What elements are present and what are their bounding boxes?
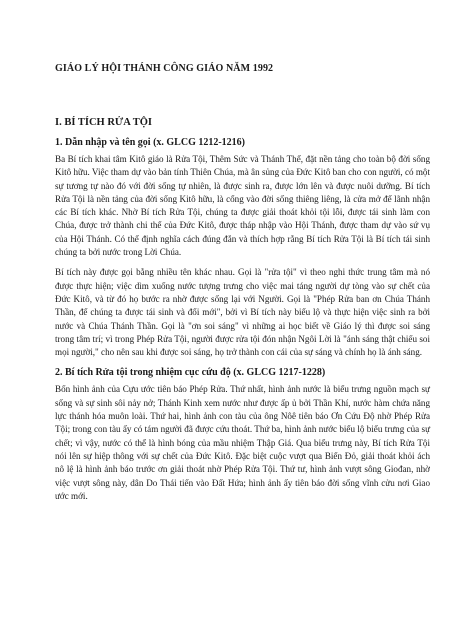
paragraph-3: Bốn hình ảnh của Cựu ước tiên báo Phép Rửa. Thứ nhất, hình ảnh nước là biểu trưng nguồn mạch sự sống và sự sinh sôi nảy nở; Thánh Kinh xem nước như được ấp ủ bởi Thần Khí, nước hàm chứa năng lực thánh hóa muôn loài. Thứ hai, hình ảnh con tàu của ông Nôê tiên báo Ơn Cứu Độ nhờ Phép Rửa Tội; trong con tàu ấy có tám người đã được cứu thoát. Thứ ba, hình ảnh nước biểu lộ biểu trưng của sự chết; vì vậy, nước có thể là hình bóng của mầu nhiệm Thập Giá. Qua biểu trưng này, Bí tích Rửa Tội nói lên sự hiệp thông với sự chết của Đức Kitô. Đặc biệt cuộc vượt qua Biển Đỏ, giải thoát khỏi ách nô lệ là hình ảnh báo trước ơn giải thoát nhờ Phép Rửa Tội. Thứ tư, hình ảnh vượt sông Giođan, nhờ việc vượt sông này, dân Do Thái tiến vào Đất Hứa; hình ảnh ấy tiên báo đời sống vĩnh cửu nơi Giao ước mới. (55, 384, 430, 501)
subsection-title-1: 1. Dẫn nhập và tên gọi (x. GLCG 1212-1216) (55, 137, 246, 148)
section-title: I. BÍ TÍCH RỬA TỘI (55, 117, 152, 128)
paragraph-1: Ba Bí tích khai tâm Kitô giáo là Rửa Tội, Thêm Sức và Thánh Thể, đặt nền tảng cho toàn bộ đời sống Kitô hữu. Việc tham dự vào bản tính Thiên Chúa, mà ân sủng của Đức Kitô ban cho con người, có một sự tương tự nào đó với đời sống tự nhiên, là được sinh ra, được lớn lên và được nuôi dưỡng. Bí tích Rửa Tội là nền tảng của đời sống Kitô hữu, là cổng vào đời sống thiêng liêng, là cửa mở để lãnh nhận các Bí tích khác. Nhờ Bí tích Rửa Tội, chúng ta được giải thoát khỏi tội lỗi, được tái sinh làm con Chúa, được trở thành chi thể của Đức Kitô, được tháp nhập vào Hội Thánh, được tham dự vào sứ vụ của Hội Thánh. Có thể định nghĩa cách đúng đắn và thích hợp rằng Bí tích Rửa Tội là Bí tích tái sinh chúng ta bởi nước trong Lời Chúa. (55, 154, 430, 258)
subsection-title-2: 2. Bí tích Rửa tội trong nhiệm cục cứu độ (x. GLCG 1217-1228) (55, 367, 326, 379)
document-title: GIÁO LÝ HỘI THÁNH CÔNG GIÁO NĂM 1992 (55, 63, 274, 74)
paragraph-2: Bí tích này được gọi bằng nhiều tên khác nhau. Gọi là "rửa tội" vì theo nghi thức trung tâm mà nó được thực hiện; việc dìm xuống nước tượng trưng cho việc mai táng người dự tòng vào sự chết của Đức Kitô, và từ đó họ bước ra nhờ được sống lại với Người. Gọi là "Phép Rửa ban ơn Chúa Thánh Thần, để chúng ta được tái sinh và đổi mới", bởi vì Bí tích này biểu lộ và thực hiện việc sinh ra bởi nước và Chúa Thánh Thần. Gọi là "ơn soi sáng" vì những ai học biết về Giáo lý thì được soi sáng trong tâm trí; vì trong Phép Rửa Tội, người được rửa tội đón nhận Ngôi Lời là "ánh sáng thật chiếu soi mọi người," cho nên sau khi được soi sáng, họ trở thành con cái của sự sáng và chính họ là ánh sáng. (55, 267, 430, 358)
